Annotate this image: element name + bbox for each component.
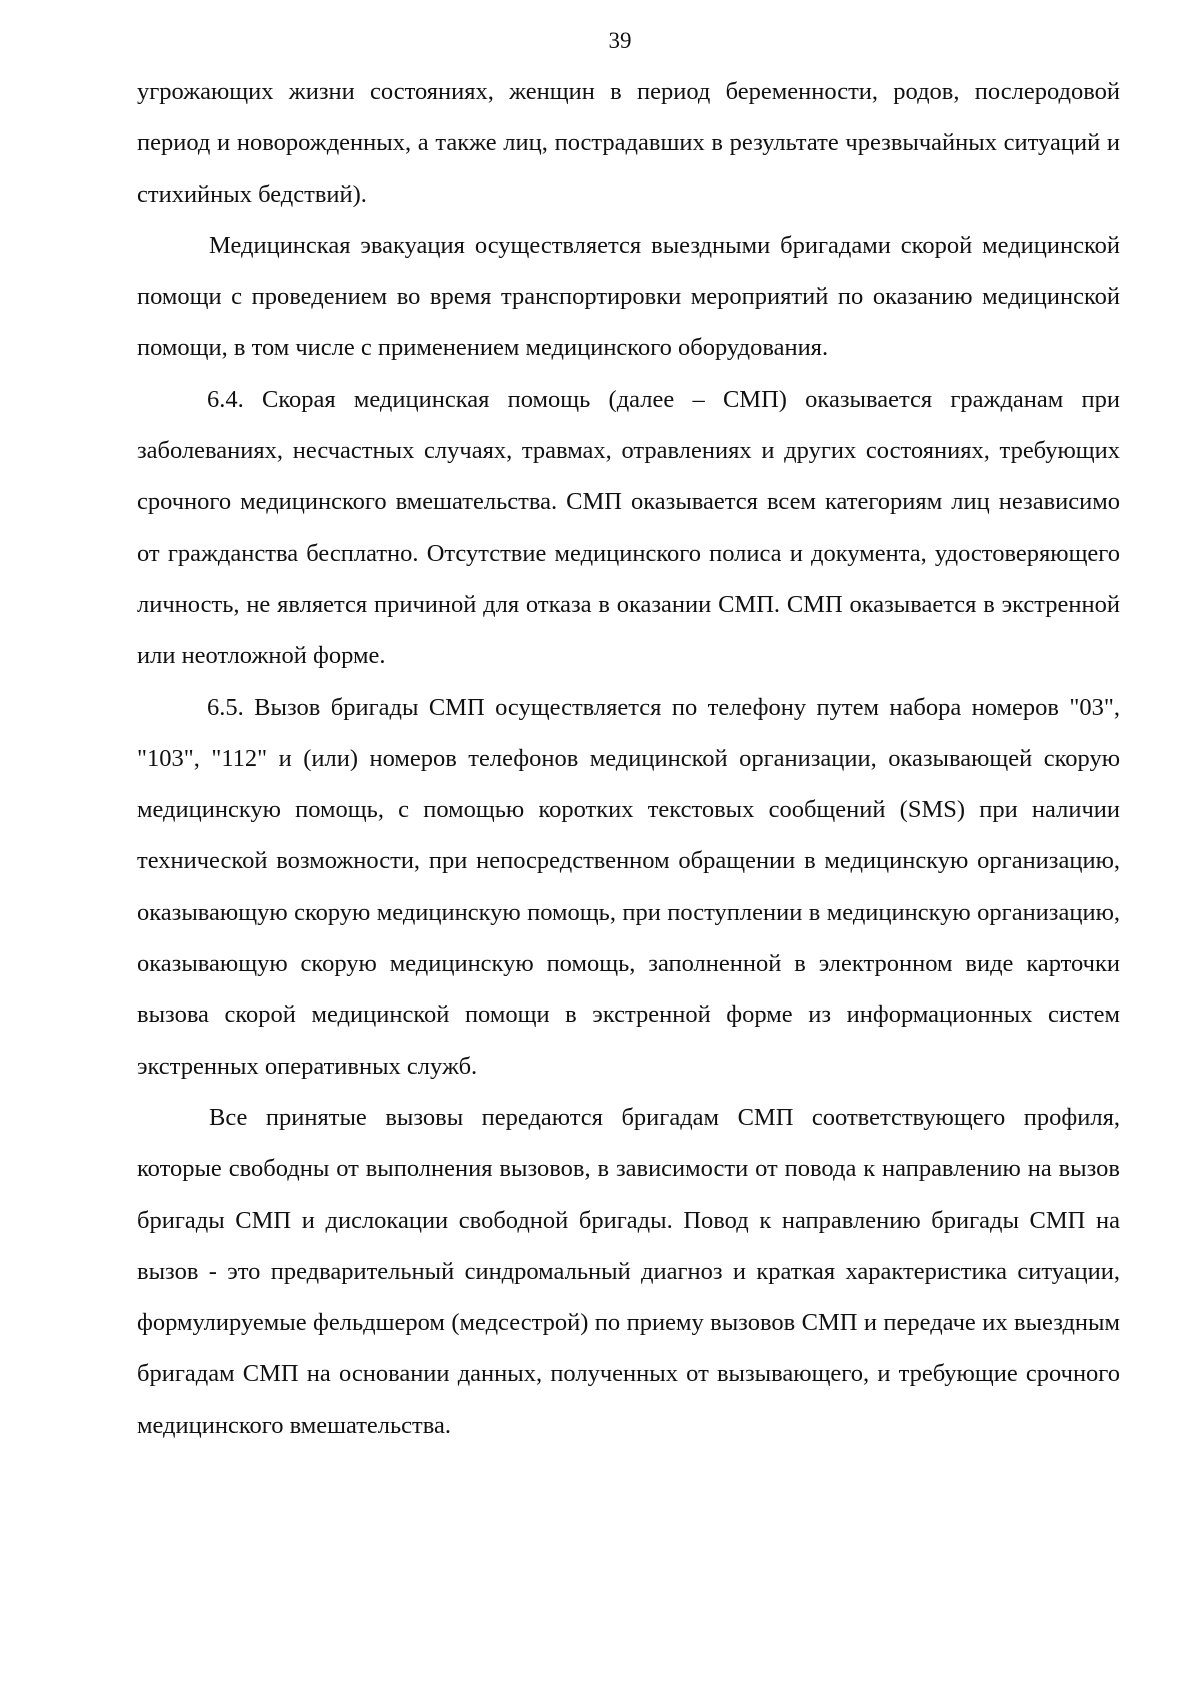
paragraph-medical-evacuation: Медицинская эвакуация осуществляется выездными бригадами скорой медицинской помощи с проведением во время транспортировки мероприятий по оказанию медицинской помощи, в том числе с применением медицинского оборудования. <box>137 231 1120 362</box>
paragraph-calls-distribution: Все принятые вызовы передаются бригадам СМП соответствующего профиля, которые свободны от выполнения вызовов, в зависимости от повода к направлению на вызов бригады СМП и дислокации свободной бригады. Повод к направлению бригады СМП на вызов - это предварительный синдромальный диагноз и краткая характеристика ситуации, формулируемые фельдшером (медсестрой) по приему вызовов СМП и передаче их выездным бригадам СМП на основании данных, полученных от вызывающего, и требующие срочного медицинского вмешательства. <box>137 1103 1120 1439</box>
page-number: 39 <box>608 28 632 53</box>
paragraph-6-5: 6.5. Вызов бригады СМП осуществляется по телефону путем набора номеров "03", "103", "112" и (или) номеров телефонов медицинской организации, оказывающей скорую медицинскую помощь, с помощью коротких текстовых сообщений (SMS) при наличии технической возможности, при непосредственном обращении в медицинскую организацию, оказывающую скорую медицинскую помощь, при поступлении в медицинскую организацию, оказывающую скорую медицинскую помощь, заполненной в электронном виде карточки вызова скорой медицинской помощи в экстренной форме из информационных систем экстренных оперативных служб. <box>137 693 1120 1080</box>
document-body <box>137 66 1120 1451</box>
paragraph-continuation: угрожающих жизни состояниях, женщин в период беременности, родов, послеродовой период и новорожденных, а также лиц, пострадавших в результате чрезвычайных ситуаций и стихийных бедствий). <box>137 78 1120 208</box>
paragraph-6-4: 6.4. Скорая медицинская помощь (далее – СМП) оказывается гражданам при заболеваниях, несчастных случаях, травмах, отравлениях и других состояниях, требующих срочного медицинского вмешательства. СМП оказывается всем категориям лиц независимо от гражданства бесплатно. Отсутствие медицинского полиса и документа, удостоверяющего личность, не является причиной для отказа в оказании СМП. СМП оказывается в экстренной или неотложной форме. <box>137 385 1120 670</box>
